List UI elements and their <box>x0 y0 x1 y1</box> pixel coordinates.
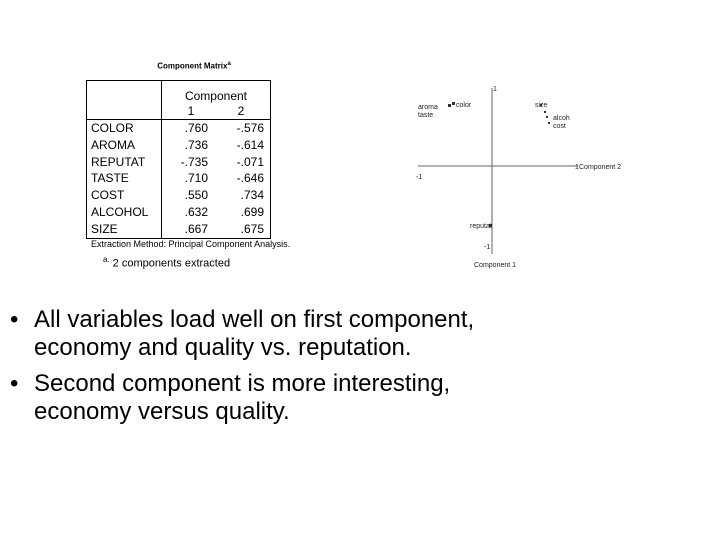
y-tick-bottom: -1 <box>484 244 491 251</box>
footnote-method: Extraction Method: Principal Component Analysis. <box>91 239 291 249</box>
footnote-mark: a. <box>103 255 110 264</box>
component-plot <box>412 82 634 272</box>
point-label-size: size <box>535 102 548 109</box>
row-label: AROMA <box>91 137 136 152</box>
loading-value: .734 <box>240 188 264 203</box>
component-matrix <box>86 58 312 270</box>
point-label-alcohol-cost: alcoh cost <box>553 115 570 130</box>
loading-value: .550 <box>184 188 208 203</box>
point-label-aroma-taste: aroma taste <box>418 104 438 119</box>
loading-value: .710 <box>184 171 208 186</box>
loading-value: .699 <box>240 204 264 219</box>
footnote-extracted <box>103 255 230 270</box>
footnote-extracted-text: 2 components extracted <box>112 257 231 270</box>
bullet-item <box>0 370 720 426</box>
row-labels <box>87 120 162 239</box>
bullet-list <box>0 306 720 434</box>
loading-value: .675 <box>240 221 264 236</box>
loading-value: -.576 <box>236 121 264 135</box>
component-2-values <box>214 120 271 239</box>
row-label: TASTE <box>91 171 129 186</box>
plot-axes <box>412 82 634 272</box>
row-label: ALCOHOL <box>91 204 149 219</box>
loading-value: .667 <box>184 221 208 236</box>
y-tick-top: 1 <box>493 86 497 93</box>
bullet-dot-icon: • <box>10 370 19 397</box>
point-label-color: color <box>456 102 472 109</box>
matrix-table <box>86 80 271 239</box>
loading-value: -.735 <box>180 154 208 169</box>
bullet-line: economy versus quality. <box>34 398 290 425</box>
x-axis-label: Component 2 <box>579 164 622 171</box>
column-1-label: 1 <box>187 104 195 118</box>
x-tick-right: 1 <box>575 164 579 171</box>
loading-value: .760 <box>184 121 208 135</box>
row-label: SIZE <box>91 221 118 236</box>
bullet-line: economy and quality vs. reputation. <box>34 334 412 361</box>
point-label-reputat: reputat <box>470 223 492 230</box>
loading-value: .632 <box>184 204 208 219</box>
loading-value: -.071 <box>236 154 264 169</box>
row-label: COST <box>91 188 125 203</box>
column-2-label: 2 <box>237 104 245 118</box>
component-header-label: Component <box>184 89 248 103</box>
matrix-title <box>86 61 302 71</box>
matrix-title-text: Component Matrix <box>157 61 228 71</box>
row-label: COLOR <box>91 121 134 135</box>
bullet-item <box>0 306 720 362</box>
loading-value: .736 <box>184 137 208 152</box>
matrix-header-blank <box>87 81 162 120</box>
matrix-header-component <box>162 81 271 120</box>
bullet-line: Second component is more interesting, <box>34 370 451 397</box>
matrix-title-mark: a <box>227 61 231 67</box>
loading-value: -.614 <box>236 137 264 152</box>
component-1-values <box>162 120 215 239</box>
x-tick-left: -1 <box>416 174 423 181</box>
y-axis-label: Component 1 <box>474 262 517 269</box>
row-label: REPUTAT <box>91 154 146 169</box>
bullet-dot-icon: • <box>10 306 19 333</box>
bullet-line: All variables load well on first component, <box>34 306 475 333</box>
loading-value: -.646 <box>236 171 264 186</box>
